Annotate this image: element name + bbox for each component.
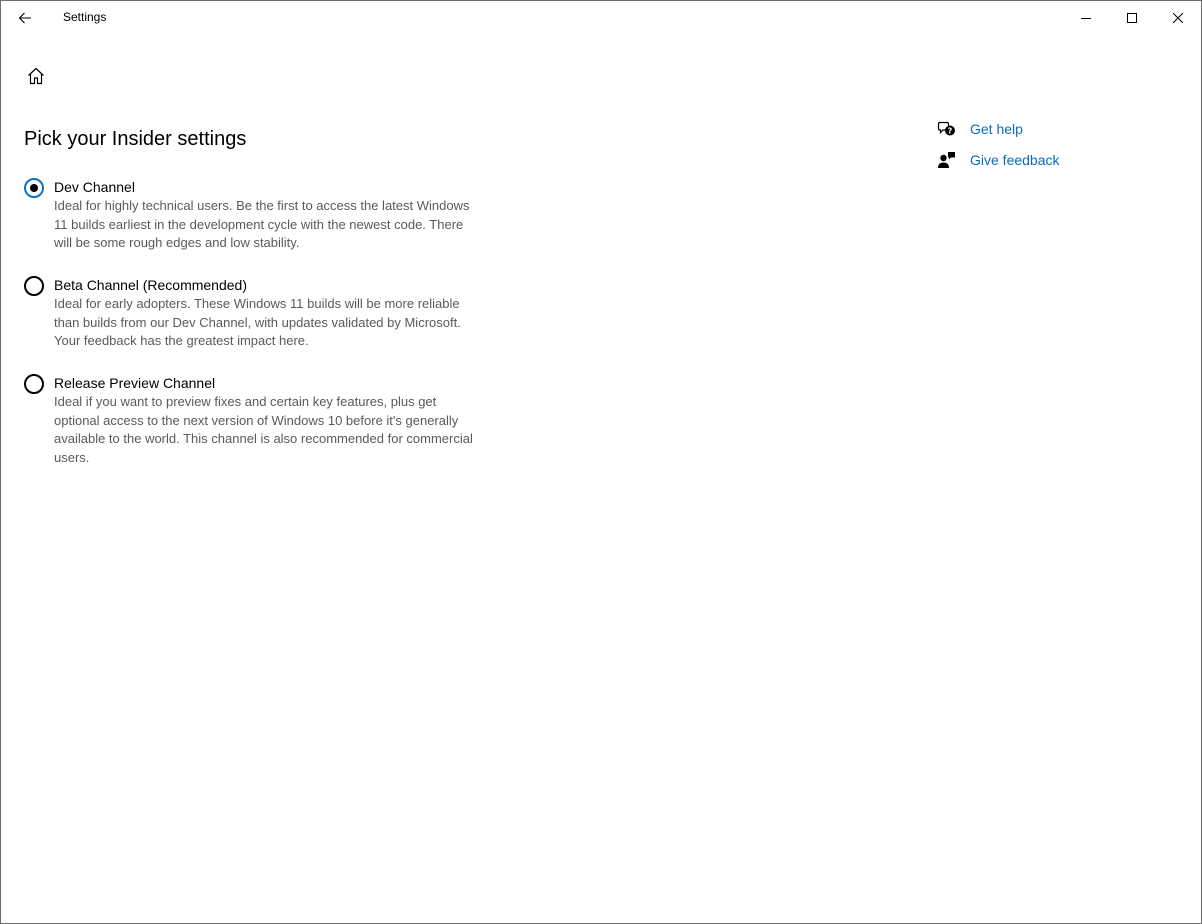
home-icon	[27, 67, 45, 85]
channel-options	[24, 177, 484, 473]
option-release-preview-channel[interactable]	[24, 373, 484, 473]
radio-release-preview-channel[interactable]	[24, 374, 44, 394]
title-bar	[1, 1, 1201, 34]
minimize-icon	[1081, 13, 1091, 23]
home-button[interactable]	[21, 61, 51, 91]
svg-text:?: ?	[947, 126, 953, 136]
back-button[interactable]	[1, 1, 49, 34]
option-beta-channel[interactable]	[24, 275, 484, 373]
back-arrow-icon	[18, 12, 32, 24]
close-icon	[1173, 13, 1183, 23]
option-dev-channel[interactable]	[24, 177, 484, 275]
help-chat-icon	[937, 119, 957, 139]
window-title: Settings	[63, 10, 107, 24]
maximize-button[interactable]	[1109, 1, 1155, 34]
option-description: Ideal for highly technical users. Be the first to access the latest Windows 11 builds earliest in the development cycle with the newest code. There will be some rough edges and low stability.	[54, 198, 470, 250]
option-label: Dev Channel	[54, 179, 135, 195]
radio-dev-channel[interactable]	[24, 178, 44, 198]
get-help-label[interactable]: Get help	[970, 121, 1023, 137]
radio-beta-channel[interactable]	[24, 276, 44, 296]
option-label: Release Preview Channel	[54, 375, 216, 391]
give-feedback-link[interactable]	[937, 150, 1060, 181]
option-description: Ideal for early adopters. These Windows 11 builds will be more reliable than builds from our Dev Channel, with updates validated by Microsoft. Your feedback has the greatest impact here.	[54, 296, 461, 348]
option-description: Ideal if you want to preview fixes and certain key features, plus get optional access to the next version of Windows 10 before it's generally available to the world. This channel is also recommended for commercial users.	[54, 394, 473, 465]
minimize-button[interactable]	[1063, 1, 1109, 34]
close-button[interactable]	[1155, 1, 1201, 34]
option-label: Beta Channel (Recommended)	[54, 277, 247, 293]
maximize-icon	[1127, 13, 1137, 23]
feedback-person-icon	[937, 150, 957, 170]
get-help-link[interactable]	[937, 119, 1060, 150]
give-feedback-label[interactable]: Give feedback	[970, 152, 1060, 168]
related-links	[937, 119, 1060, 181]
page-title: Pick your Insider settings	[24, 128, 247, 150]
